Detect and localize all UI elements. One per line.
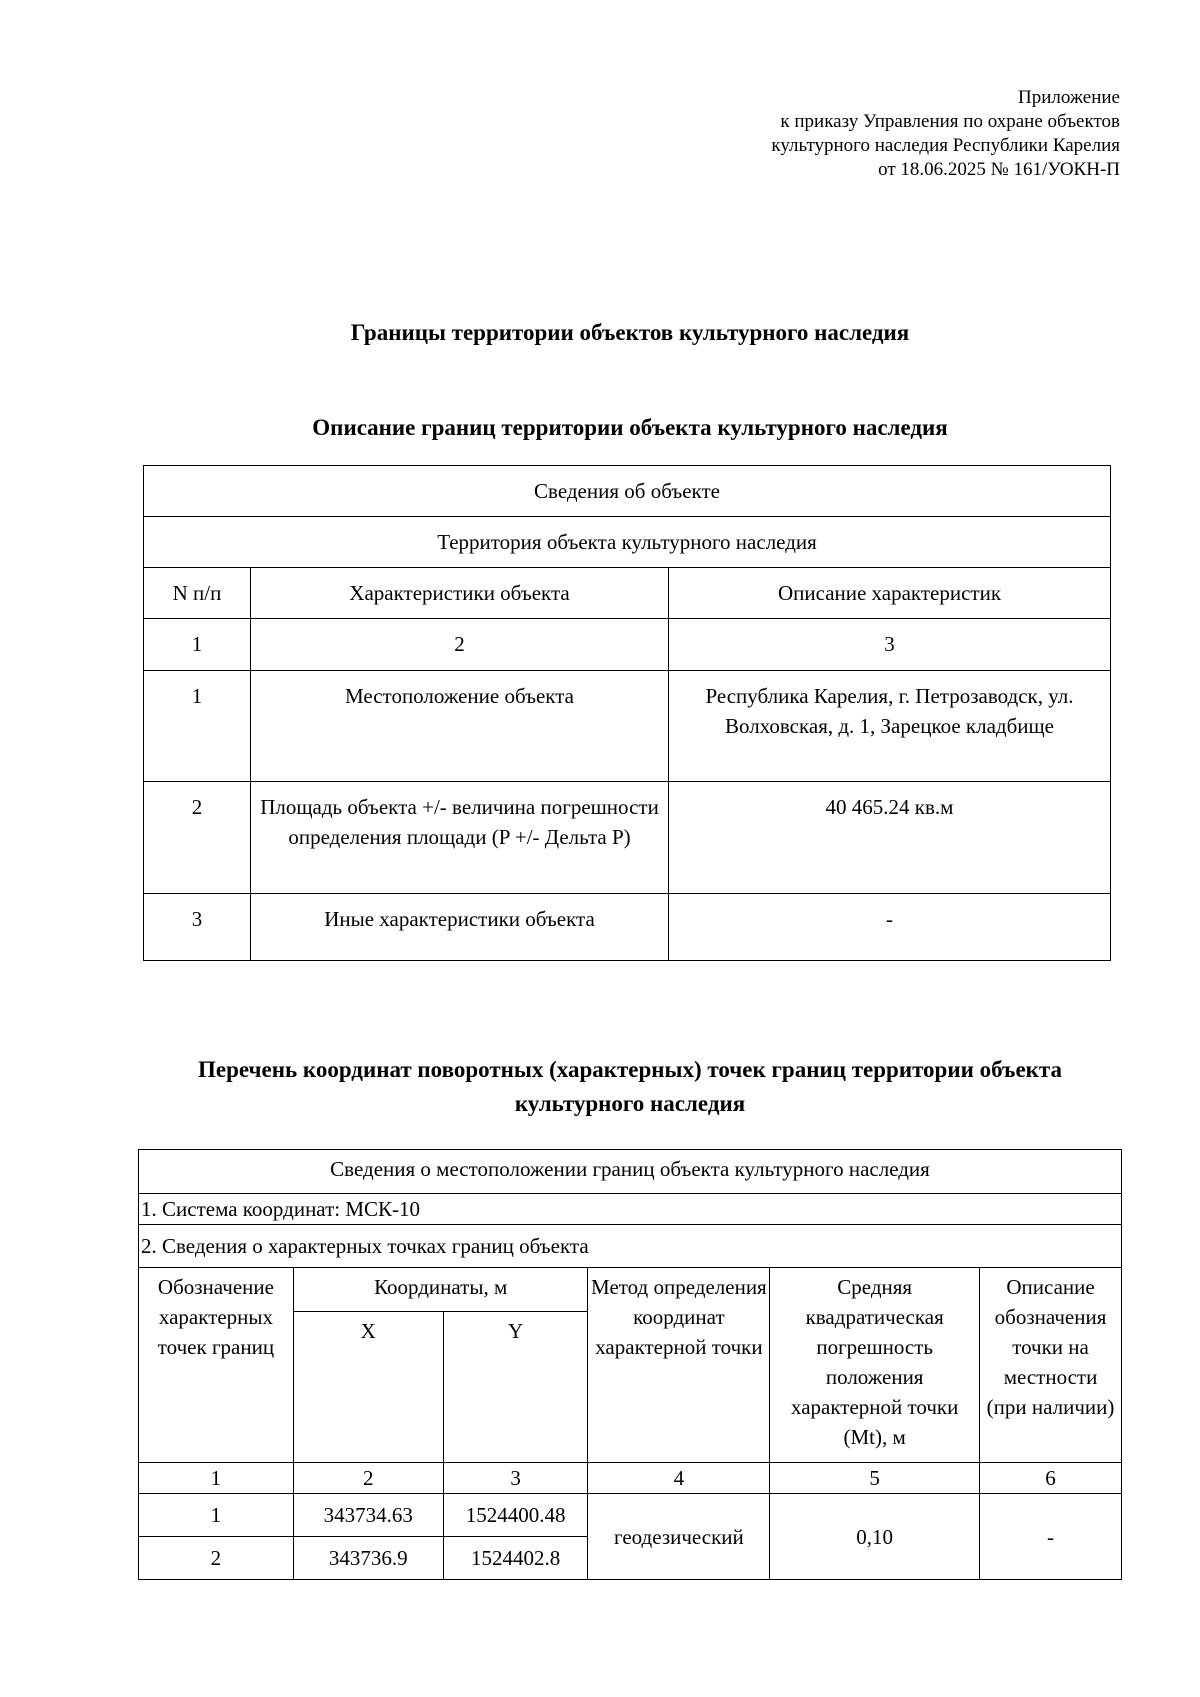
point-designation: 1 <box>139 1494 294 1537</box>
table1-subheader: Территория объекта культурного наследия <box>144 517 1111 568</box>
appendix-line-2: к приказу Управления по охране объектов <box>780 111 1120 132</box>
point-designation: 2 <box>139 1537 294 1580</box>
col-header-y: Y <box>443 1312 588 1463</box>
description-value: - <box>980 1494 1122 1580</box>
error-value: 0,10 <box>770 1494 980 1580</box>
table1-col-number: 1 <box>144 619 251 671</box>
table2-col-number: 2 <box>293 1463 443 1494</box>
point-x: 343736.9 <box>293 1537 443 1580</box>
table2-col-number: 3 <box>443 1463 588 1494</box>
col-header-x: X <box>293 1312 443 1463</box>
characteristic-name: Площадь объекта +/- величина погрешности определения площади (P +/- Дельта P) <box>251 782 669 894</box>
section-title-description: Описание границ территории объекта культурного наследия <box>312 415 948 440</box>
characteristic-description: Республика Карелия, г. Петрозаводск, ул. Волховская, д. 1, Зарецкое кладбище <box>669 671 1111 782</box>
characteristic-name: Местоположение объекта <box>251 671 669 782</box>
table-row <box>144 671 1111 782</box>
coordinate-system: 1. Система координат: МСК-10 <box>139 1194 1122 1225</box>
row-number: 1 <box>144 671 251 782</box>
appendix-note <box>771 86 1120 182</box>
col-header-error: Средняя квадратическая погрешность положения характерной точки (Mt), м <box>770 1268 980 1463</box>
table1-col-header: N п/п <box>144 568 251 619</box>
table1-col-header: Описание характеристик <box>669 568 1111 619</box>
characteristic-description: - <box>669 894 1111 961</box>
characteristic-description: 40 465.24 кв.м <box>669 782 1111 894</box>
table2-header: Сведения о местоположении границ объекта культурного наследия <box>139 1150 1122 1194</box>
method-value: геодезический <box>588 1494 770 1580</box>
table2-col-number: 1 <box>139 1463 294 1494</box>
point-x: 343734.63 <box>293 1494 443 1537</box>
point-y: 1524402.8 <box>443 1537 588 1580</box>
col-header-designation: Обозначение характерных точек границ <box>139 1268 294 1463</box>
table1-col-number: 3 <box>669 619 1111 671</box>
col-header-coordinates: Координаты, м <box>293 1268 588 1312</box>
table2-col-number: 4 <box>588 1463 770 1494</box>
table-row <box>144 782 1111 894</box>
point-y: 1524400.48 <box>443 1494 588 1537</box>
table-row <box>144 894 1111 961</box>
section-title-coordinates: Перечень координат поворотных (характерных) точек границ территории объекта культурного наследия <box>198 1057 1062 1116</box>
coordinates-table <box>138 1149 1122 1580</box>
table2-col-number: 5 <box>770 1463 980 1494</box>
table2-col-number: 6 <box>980 1463 1122 1494</box>
appendix-line-4: от 18.06.2025 № 161/УОКН-П <box>878 159 1120 180</box>
table1-header: Сведения об объекте <box>144 466 1111 517</box>
points-header: 2. Сведения о характерных точках границ объекта <box>139 1225 1122 1268</box>
document-title: Границы территории объектов культурного наследия <box>350 320 910 345</box>
appendix-line-1: Приложение <box>1018 87 1120 108</box>
row-number: 3 <box>144 894 251 961</box>
characteristic-name: Иные характеристики объекта <box>251 894 669 961</box>
col-header-method: Метод определения координат характерной точки <box>588 1268 770 1463</box>
table1-col-number: 2 <box>251 619 669 671</box>
row-number: 2 <box>144 782 251 894</box>
col-header-description: Описание обозначения точки на местности (при наличии) <box>980 1268 1122 1463</box>
table1-col-header: Характеристики объекта <box>251 568 669 619</box>
table-row <box>139 1494 1122 1537</box>
object-info-table <box>143 465 1111 961</box>
appendix-line-3: культурного наследия Республики Карелия <box>771 135 1120 156</box>
